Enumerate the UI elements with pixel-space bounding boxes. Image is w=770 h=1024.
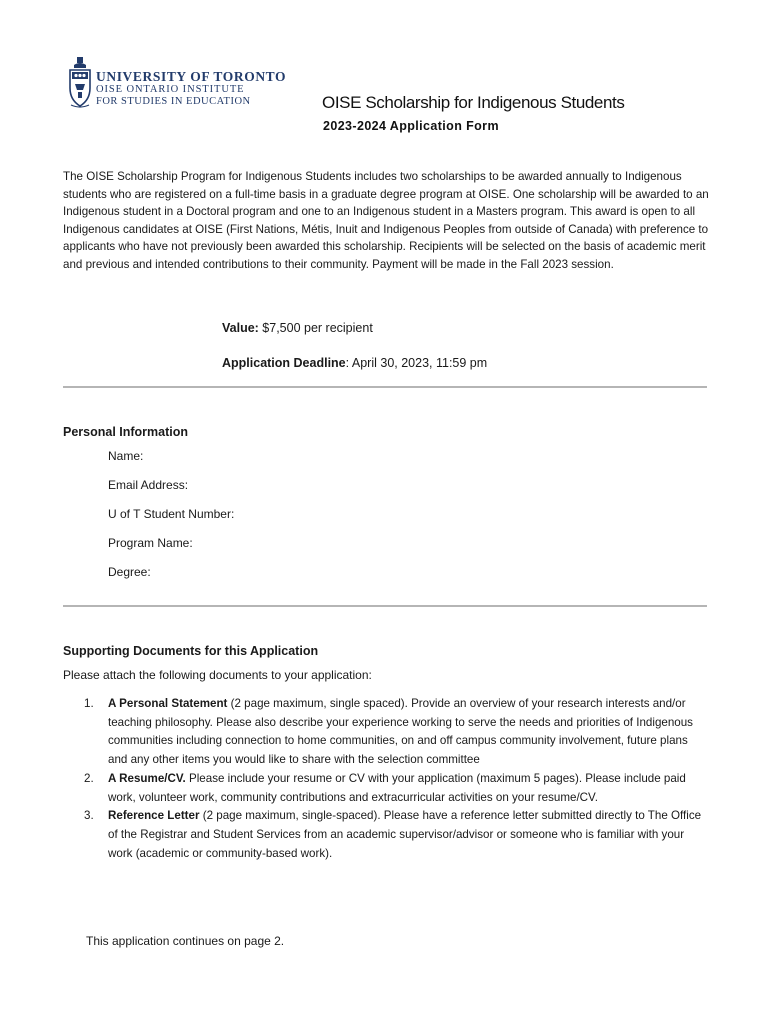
email-field-label: Email Address:: [108, 478, 189, 492]
logo-line-university: UNIVERSITY OF TORONTO: [96, 69, 287, 84]
program-name-field-label: Program Name:: [108, 536, 193, 550]
list-number: 2.: [84, 771, 94, 785]
list-number: 3.: [84, 809, 94, 823]
award-value-text: $7,500 per recipient: [258, 321, 373, 335]
award-value: [222, 321, 373, 335]
form-subtitle: 2023-2024 Application Form: [323, 119, 499, 133]
reference-letter-text: (2 page maximum, single-spaced). Please have a reference letter submitted directly to The Office of the Registrar and Student Services from an academic supervisor/advisor or someone who is familiar with your work (academic or community-based work).: [108, 809, 702, 860]
list-item: [84, 695, 708, 770]
application-deadline: [222, 356, 487, 370]
personal-statement-title: A Personal Statement: [108, 697, 228, 710]
resume-title: A Resume/CV.: [108, 771, 186, 785]
divider: [63, 386, 707, 388]
supporting-documents-heading: Supporting Documents for this Application: [63, 644, 319, 658]
personal-info-heading: Personal Information: [63, 425, 189, 439]
list-item: [84, 770, 708, 807]
reference-letter-title: Reference Letter: [108, 809, 200, 823]
attach-instructions: Please attach the following documents to your application:: [63, 668, 372, 682]
intro-paragraph: The OISE Scholarship Program for Indigenous Students includes two scholarships to be awarded annually to Indigenous students who are registered on a full-time basis in a graduate degree program at OISE. One scholarship will be awarded to an Indigenous student in a Doctoral program and one to an Indigenous student in a Masters program. This award is open to all Indigenous candidates at OISE (First Nations, Métis, Inuit and Indigenous Peoples from outside of Canada) with preference to applicants who have not previously been awarded this scholarship. Recipients will be selected on the basis of academic merit and previous and intended contributions to their community. Payment will be made in the Fall 2023 session.: [63, 170, 709, 271]
logo-line-studies: FOR STUDIES IN EDUCATION: [96, 96, 251, 107]
personal-statement-text: (2 page maximum, single spaced). Provide an overview of your research interests and/or teaching philosophy. Please also describe your experience working to serve the needs and priorities of Indigenous communities including connection to home communities, on and off campus community involvement, future plans and any other items you would like to share with the selection committee: [108, 697, 693, 767]
deadline-text: : April 30, 2023, 11:59 pm: [345, 356, 488, 370]
resume-text: Please include your resume or CV with your application (maximum 5 pages). Please include paid work, volunteer work, community contributions and extracurricular activities on your resume/CV.: [108, 771, 686, 804]
student-number-field-label: U of T Student Number:: [108, 507, 235, 521]
degree-field-label: Degree:: [108, 565, 151, 579]
page-title: OISE Scholarship for Indigenous Students: [322, 93, 625, 112]
university-crest-icon: [68, 56, 92, 110]
logo-line-oise: OISE ONTARIO INSTITUTE: [96, 84, 245, 95]
divider: [63, 605, 707, 607]
continues-note: This application continues on page 2.: [86, 934, 285, 948]
award-value-label: Value:: [222, 321, 259, 335]
deadline-label: Application Deadline: [222, 356, 346, 370]
university-logo: [68, 56, 298, 114]
list-number: 1.: [84, 697, 94, 710]
name-field-label: Name:: [108, 449, 144, 463]
list-item: [84, 807, 708, 863]
documents-list: [84, 695, 708, 863]
